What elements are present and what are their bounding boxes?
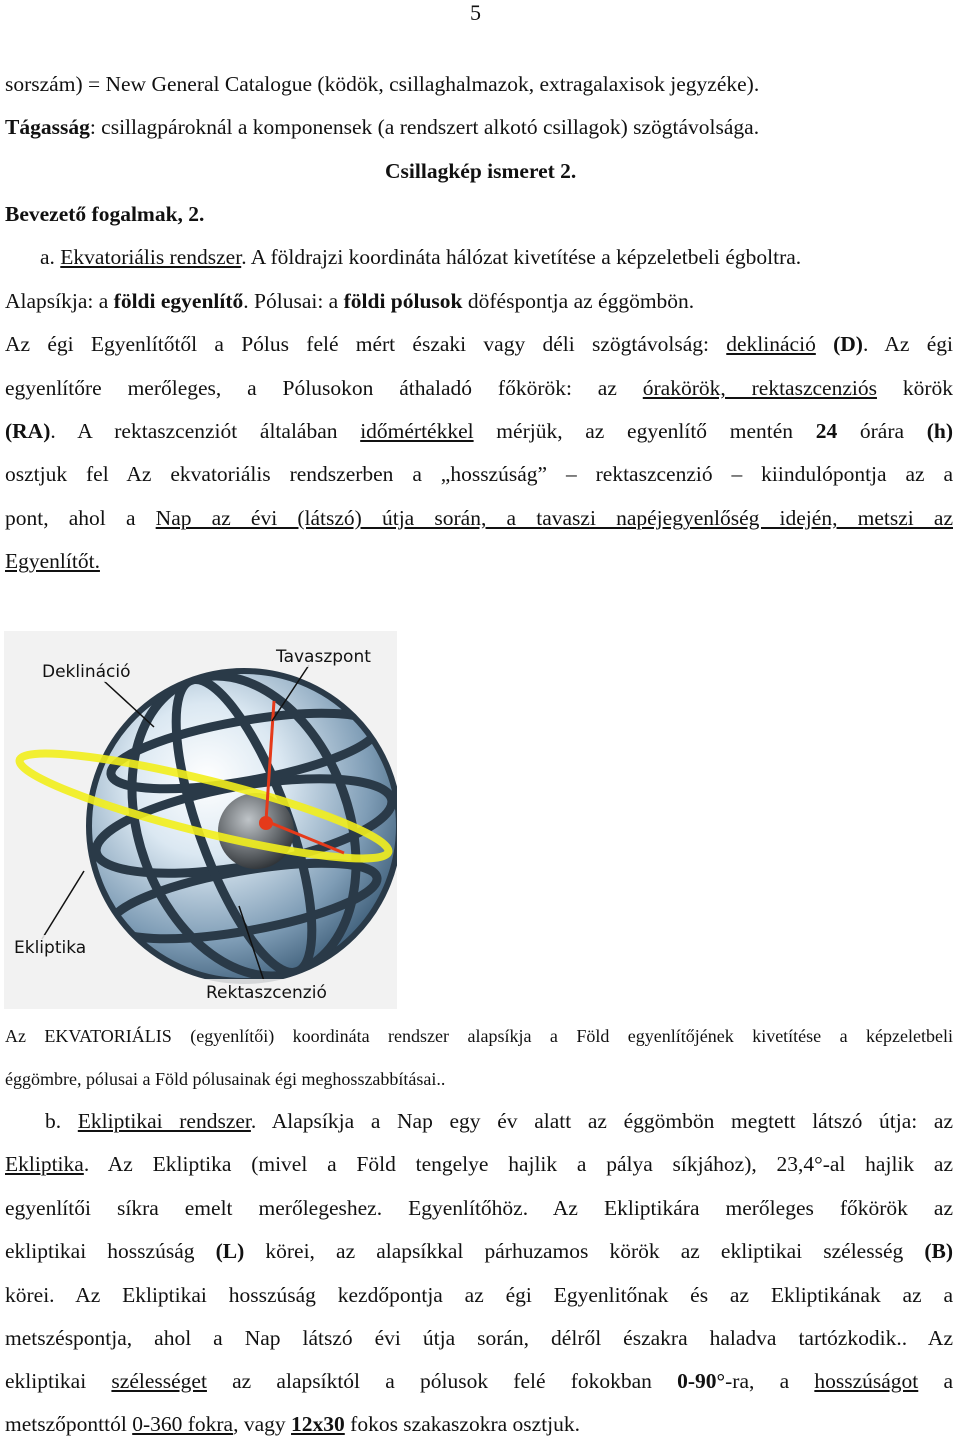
label-deklinacio: Deklináció [42,662,131,682]
text: pont, ahol a [5,506,156,530]
text: ekliptikai hosszúság [5,1239,216,1263]
metszoponttol-line [5,1410,580,1438]
celestial-sphere-figure [4,631,397,1009]
bold-term: földi pólusok [343,289,463,313]
link-idomertekkel[interactable]: időmértékkel [360,419,474,443]
text: . Az égi [862,332,953,356]
link-nap-evi-utja[interactable]: Nap az évi (látszó) útja során, a tavaszi napéjegyenlőség idején, metszi az [155,506,953,530]
meroleges-line: egyenlítői síkra emelt merőlegeshez. Egyenlítőhöz. Az Ekliptikára merőleges főkörök az [5,1196,953,1220]
link-0-360-fokra[interactable]: 0-360 fokra [132,1412,234,1436]
origin-point [259,816,273,830]
deklinacio-line [5,330,953,358]
link-egyenlitot[interactable]: Egyenlítőt. [5,549,100,573]
section-a-title [40,243,801,271]
page-number: 5 [470,0,481,25]
text: az alapsíktól a pólusok felé fokokban [206,1369,678,1393]
egyenlitot-line [5,547,100,575]
link-deklinacio[interactable]: deklináció [726,332,816,356]
label-rektaszcenzio: Rektaszcenzió [206,983,327,1003]
ra-line [5,417,953,445]
text: ekliptikai [5,1369,112,1393]
text: mérjük, az egyenlítő mentén [473,419,816,443]
heading: Csillagkép ismeret 2. [385,159,577,183]
link-orakorok[interactable]: órakörök, rektaszcenziós [642,376,877,400]
orakorok-line [5,374,953,402]
bold-term: (D) [815,332,863,356]
tavaszpont-line [5,504,953,532]
text: . Az Ekliptika (mivel a Föld tengelye hajlik a pálya síkjához), 23,4°-al hajlik az [83,1152,953,1176]
bold-term: földi egyenlítő [113,289,244,313]
bold-term: (L) [215,1239,245,1263]
hosszusag-korei-line [5,1237,953,1265]
tagassag-def: : csillagpároknál a komponensek (a rendszert alkotó csillagok) szögtávolsága. [89,115,760,139]
text: fokos szakaszokra osztjuk. [344,1412,581,1436]
text: órára [837,419,927,443]
text: egyenlítőre merőleges, a Pólusokon áthaladó főkörök: az [5,376,643,400]
section-a-prefix: a. [40,245,61,269]
celestial-sphere-image [4,631,397,1009]
ekliptika-line [5,1150,953,1178]
subheading: Bevezető fogalmak, 2. [5,202,205,226]
text: . Alapsíkja a Nap egy év alatt az éggömbön megtett látszó útja: az [250,1109,953,1133]
tagassag-term: Tágasság [5,115,90,139]
figure-caption-line2: éggömbre, pólusai a Föld pólusainak égi meghosszabbításai.. [5,1069,446,1089]
text: metszőponttól [5,1412,133,1436]
tagassag-line [5,113,759,141]
bold-term: 0-90° [677,1369,726,1393]
section-b-prefix: b. [45,1109,78,1133]
bold-term: 24 [815,419,838,443]
text: . Pólusai: a [243,289,344,313]
bold-term: (h) [926,419,954,443]
bold-term: (B) [924,1239,954,1263]
text: a [918,1369,954,1393]
text: , vagy [233,1412,292,1436]
kezdopont-line: körei. Az Ekliptikai hosszúság kezdőpontja az égi Egyenlitőnak és az Ekliptikának az a [5,1283,953,1307]
figure-caption-line1: Az EKVATORIÁLIS (egyenlítői) koordináta rendszer alapsíkja a Föld egyenlítőjének kivetítése a képzeletbeli [5,1026,953,1046]
hosszusag-line: osztjuk fel Az ekvatoriális rendszerben a „hosszúság” – rektaszcenzió – kiindulópontja az a [5,462,953,486]
text: döféspontja az éggömbön. [462,289,695,313]
link-12x30[interactable]: 12x30 [291,1412,345,1436]
section-b-title [45,1107,953,1135]
metszespont-line: metszéspontja, ahol a Nap látszó évi útja során, délről északra haladva tartózkodik.. Az [5,1326,953,1350]
alapsik-line [5,287,694,315]
text: Az égi Egyenlítőtől a Pólus felé mért északi vagy déli szögtávolság: [5,332,727,356]
text: körei, az alapsíkkal párhuzamos körök az ekliptikai szélesség [244,1239,925,1263]
text: körök [876,376,953,400]
text: -ra, a [725,1369,815,1393]
szelesseg-line [5,1367,953,1395]
link-hosszusagot[interactable]: hosszúságot [814,1369,919,1393]
catalogue-line: sorszám) = New General Catalogue (ködök, csillaghalmazok, extragalaxisok jegyzéke). [5,72,760,96]
section-a-rest: . A földrajzi koordináta hálózat kivetítése a képzeletbeli égboltra. [241,245,802,269]
bold-term: (RA) [5,419,51,443]
label-ekliptika: Ekliptika [14,938,87,958]
link-ekliptikai-rendszer[interactable]: Ekliptikai rendszer [77,1109,251,1133]
label-tavaszpont: Tavaszpont [276,647,371,667]
link-ekvatorialis-rendszer[interactable]: Ekvatoriális rendszer [60,245,242,269]
text: Alapsíkja: a [5,289,114,313]
link-szelesseget[interactable]: szélességet [111,1369,207,1393]
text: . A rektaszcenziót általában [50,419,361,443]
link-ekliptika[interactable]: Ekliptika [5,1152,84,1176]
